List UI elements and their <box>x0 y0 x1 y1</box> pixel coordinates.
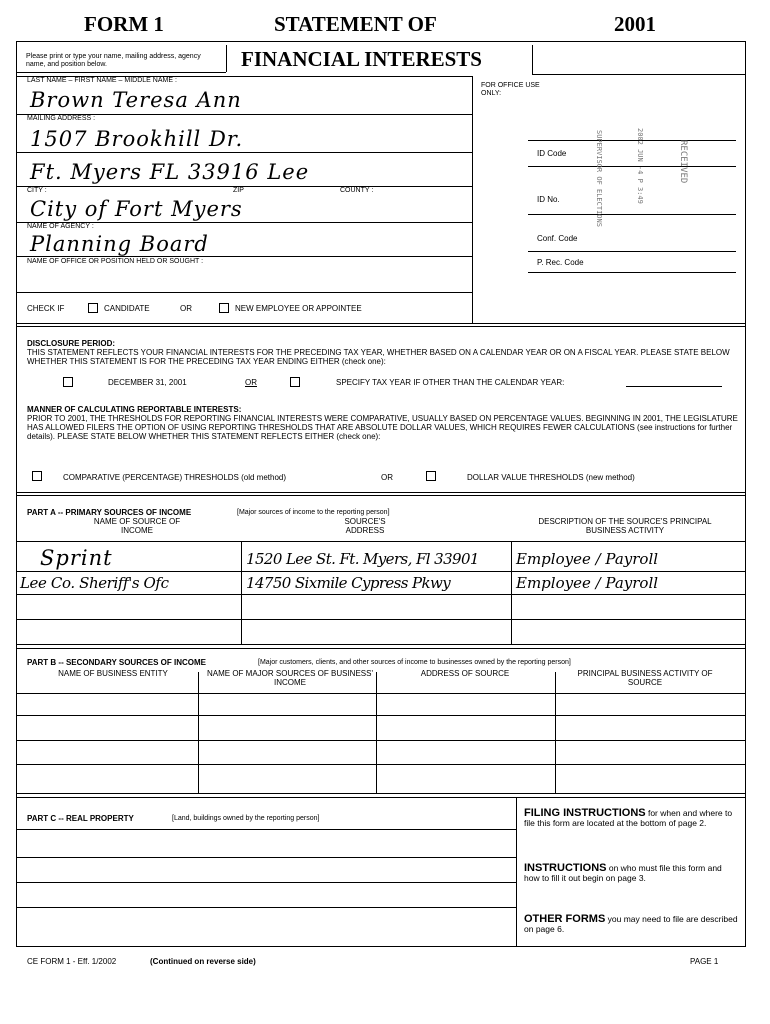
form-number: FORM 1 <box>84 12 164 36</box>
other-forms-text: you may need to file are described on page 6. <box>524 914 738 934</box>
disclosure-text: THIS STATEMENT REFLECTS YOUR FINANCIAL INTERESTS FOR THE PRECEDING TAX YEAR, WHETHER BASED ON A CALENDAR YEAR OR ON A FISCAL YEAR. PLEASE STATE BELOW WHETHER THIS STATEMENT IS FOR THE PRECEDING TAX YEAR ENDING EITHER (check one): <box>27 348 730 366</box>
part-a-row2-address[interactable]: 14750 Sixmile Cypress Pkwy <box>246 574 451 592</box>
filing-instructions <box>524 808 739 828</box>
zip-label: ZIP <box>233 187 244 194</box>
print-note: Please print or type your name, mailing address, agency name, and position below. <box>26 53 201 68</box>
how-to-instructions <box>524 863 739 883</box>
name-value[interactable]: Brown Teresa Ann <box>30 88 242 112</box>
address-line2[interactable]: Ft. Myers FL 33916 Lee <box>30 160 310 184</box>
comparative-label: COMPARATIVE (PERCENTAGE) THRESHOLDS (old method) <box>63 473 287 482</box>
office-label: NAME OF OFFICE OR POSITION HELD OR SOUGHT : <box>27 258 204 265</box>
dollar-checkbox[interactable] <box>426 471 436 481</box>
manner-text: PRIOR TO 2001, THE THRESHOLDS FOR REPORTING FINANCIAL INTERESTS WERE COMPARATIVE, USUALLY BASED ON PERCENTAGE VALUES. BEGINNING IN 2001, THE LEGISLATURE HAS ALLOWED FILERS THE OPTION OF USING REPORTING THRESHOLDS THAT ARE ABSOLUTE DOLLAR VALUES, WHICH REQUIRES FEWER CALCULATIONS (see instructions for further details). PLEASE STATE BELOW WHETHER THIS STATEMENT REFLECTS EITHER (check one): <box>27 414 738 441</box>
other-year-label: SPECIFY TAX YEAR IF OTHER THAN THE CALENDAR YEAR: <box>336 378 565 387</box>
new-employee-checkbox[interactable] <box>219 303 229 313</box>
address-line1[interactable]: 1507 Brookhill Dr. <box>30 127 244 151</box>
supervisor-stamp: SUPERVISOR OF ELECTIONS <box>595 130 603 227</box>
dec31-checkbox[interactable] <box>63 377 73 387</box>
part-a-note: [Major sources of income to the reporting person] <box>237 509 390 516</box>
part-b-title: PART B -- SECONDARY SOURCES OF INCOME <box>27 658 206 667</box>
part-a-row2-name[interactable]: Lee Co. Sheriff's Ofc <box>20 574 169 592</box>
agency-line2[interactable]: Planning Board <box>30 232 209 256</box>
p-rec-code-label: P. Rec. Code <box>537 258 584 267</box>
filing-instructions-text: for when and where to file this form are located at the bottom of page 2. <box>524 808 733 828</box>
part-b-col2: NAME OF MAJOR SOURCES OF BUSINESS' INCOME <box>207 669 373 687</box>
part-c-title: PART C -- REAL PROPERTY <box>27 814 134 823</box>
id-code-label: ID Code <box>537 149 567 158</box>
office-use-title: FOR OFFICE USE ONLY: <box>481 82 540 97</box>
other-year-checkbox[interactable] <box>290 377 300 387</box>
county-label: COUNTY : <box>340 187 374 194</box>
form-title-line1: STATEMENT OF <box>274 12 437 36</box>
filing-instructions-heading: FILING INSTRUCTIONS <box>524 807 646 819</box>
manner-title: MANNER OF CALCULATING REPORTABLE INTERESTS: <box>27 405 242 414</box>
received-stamp: RECEIVED <box>678 140 688 184</box>
comparative-checkbox[interactable] <box>32 471 42 481</box>
dollar-label: DOLLAR VALUE THRESHOLDS (new method) <box>467 473 635 482</box>
date-stamp: 2002 JUN -4 P 3:49 <box>636 128 644 204</box>
part-a-row2-activity[interactable]: Employee / Payroll <box>516 574 659 592</box>
candidate-label: CANDIDATE <box>104 304 150 313</box>
dec31-label: DECEMBER 31, 2001 <box>108 378 187 387</box>
part-b-col1: NAME OF BUSINESS ENTITY <box>58 669 168 678</box>
check-if-label: CHECK IF <box>27 304 65 313</box>
part-a-col3: DESCRIPTION OF THE SOURCE'S PRINCIPAL BUSINESS ACTIVITY <box>538 517 712 535</box>
part-b-col3: ADDRESS OF SOURCE <box>420 669 510 678</box>
part-b-col4: PRINCIPAL BUSINESS ACTIVITY OF SOURCE <box>577 669 713 687</box>
how-to-text: on who must file this form and how to fill it out begin on page 3. <box>524 863 722 883</box>
part-a-row1-name[interactable]: Sprint <box>40 546 113 570</box>
agency-label: NAME OF AGENCY : <box>27 223 94 230</box>
address-label: MAILING ADDRESS : <box>27 115 96 122</box>
other-forms-heading: OTHER FORMS <box>524 913 606 925</box>
part-a-col1: NAME OF SOURCE OF INCOME <box>93 517 181 535</box>
part-a-title: PART A -- PRIMARY SOURCES OF INCOME <box>27 508 192 517</box>
city-label: CITY : <box>27 187 47 194</box>
conf-code-label: Conf. Code <box>537 234 578 243</box>
part-a-col2: SOURCE'S ADDRESS <box>344 517 386 535</box>
check-or: OR <box>180 304 192 313</box>
part-b-note: [Major customers, clients, and other sources of income to businesses owned by the reporting person] <box>258 659 571 666</box>
footer-page: PAGE 1 <box>690 957 719 966</box>
footer-form-id: CE FORM 1 - Eff. 1/2002 <box>27 957 117 966</box>
disclosure-title: DISCLOSURE PERIOD: <box>27 339 116 348</box>
part-a-row1-address[interactable]: 1520 Lee St. Ft. Myers, Fl 33901 <box>246 550 479 568</box>
name-label: LAST NAME – FIRST NAME – MIDDLE NAME : <box>27 77 177 84</box>
how-to-heading: INSTRUCTIONS <box>524 862 607 874</box>
manner-or: OR <box>381 473 393 482</box>
candidate-checkbox[interactable] <box>88 303 98 313</box>
form-year: 2001 <box>614 12 656 36</box>
new-employee-label: NEW EMPLOYEE OR APPOINTEE <box>235 304 362 313</box>
disclosure-or: OR <box>245 378 257 387</box>
footer-continued: (Continued on reverse side) <box>150 957 256 966</box>
id-no-label: ID No. <box>537 195 560 204</box>
agency-line1[interactable]: City of Fort Myers <box>30 197 243 221</box>
other-forms <box>524 914 739 934</box>
part-c-note: [Land, buildings owned by the reporting person] <box>172 815 320 822</box>
part-a-row1-activity[interactable]: Employee / Payroll <box>516 550 659 568</box>
form-title-line2: FINANCIAL INTERESTS <box>241 47 482 71</box>
